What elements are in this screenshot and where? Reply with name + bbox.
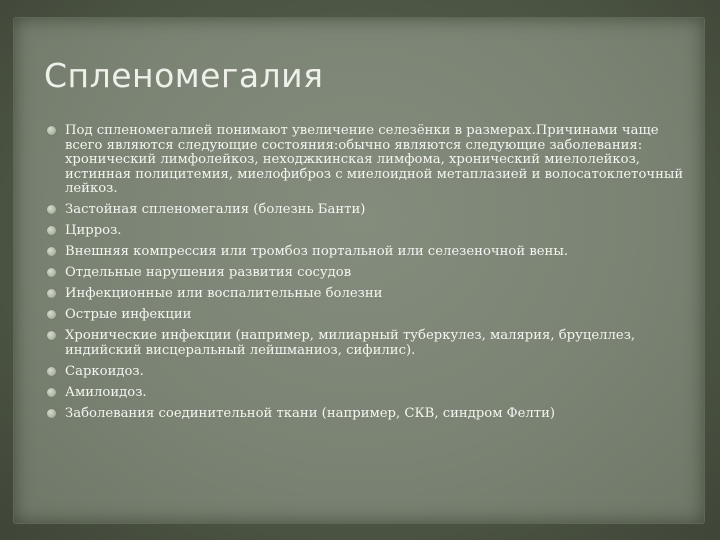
bullet-icon [47, 388, 56, 397]
bullet-item [47, 329, 687, 358]
bullet-text: Амилоидоз. [65, 384, 147, 400]
bullet-text: Застойная спленомегалия (болезнь Банти) [65, 202, 366, 218]
bullet-list [47, 124, 687, 428]
bullet-text: Заболевания соединительной ткани (например, СКВ, синдром Фелти) [65, 405, 556, 421]
bullet-text: Саркоидоз. [65, 363, 144, 379]
bullet-item [47, 407, 687, 422]
bullet-icon [47, 226, 56, 235]
bullet-item [47, 386, 687, 401]
bullet-icon [47, 331, 56, 340]
bullet-item [47, 203, 687, 218]
bullet-icon [47, 367, 56, 376]
bullet-item [47, 124, 687, 197]
bullet-item [47, 224, 687, 239]
bullet-text: Под спленомегалией понимают увеличение селезёнки в размерах.Причинами чаще всего являются следующие состояния:обычно являются следующие заболевания: хронический лимфолейкоз, неходжкинская лимфома, хронический миелолейкоз, истинная полицитемия, миелофиброз с миелоидной метаплазией и волосатоклеточный лейкоз. [65, 123, 684, 197]
slide-title: Спленомегалия [44, 56, 324, 95]
bullet-item [47, 287, 687, 302]
bullet-item [47, 245, 687, 260]
bullet-item [47, 266, 687, 281]
bullet-icon [47, 247, 56, 256]
bullet-text: Внешняя компрессия или тромбоз портальной или селезеночной вены. [65, 244, 569, 260]
bullet-icon [47, 409, 56, 418]
bullet-item [47, 365, 687, 380]
bullet-text: Хронические инфекции (например, милиарный туберкулез, малярия, бруцеллез, индийский висцеральный лейшманиоз, сифилис). [65, 328, 636, 358]
bullet-icon [47, 310, 56, 319]
bullet-text: Инфекционные или воспалительные болезни [65, 286, 383, 302]
bullet-icon [47, 268, 56, 277]
bullet-text: Цирроз. [65, 223, 122, 239]
bullet-icon [47, 289, 56, 298]
bullet-icon [47, 205, 56, 214]
bullet-text: Отдельные нарушения развития сосудов [65, 265, 352, 281]
bullet-text: Острые инфекции [65, 307, 192, 323]
bullet-item [47, 308, 687, 323]
bullet-icon [47, 126, 56, 135]
